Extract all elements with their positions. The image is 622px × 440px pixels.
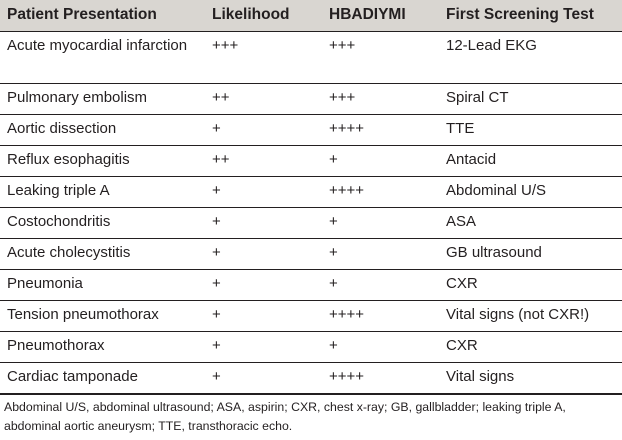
table-footnote: Abdominal U/S, abdominal ultrasound; ASA, aspirin; CXR, chest x-ray; GB, gallbladder; leaking triple A, abdominal aortic aneurysm; TTE, transthoracic echo. (4, 400, 566, 433)
cell-hbadiymi: + (322, 207, 439, 238)
table-row (0, 83, 622, 114)
cell-screening-test: Vital signs (439, 362, 622, 394)
table-row (0, 238, 622, 269)
table-row (0, 176, 622, 207)
cell-presentation: Acute cholecystitis (0, 238, 205, 269)
cell-hbadiymi: ++++ (322, 176, 439, 207)
table-row (0, 145, 622, 176)
cell-likelihood: + (205, 300, 322, 331)
cell-presentation: Pneumothorax (0, 331, 205, 362)
cell-presentation: Costochondritis (0, 207, 205, 238)
cell-hbadiymi: + (322, 145, 439, 176)
cell-hbadiymi: ++++ (322, 300, 439, 331)
cell-presentation: Reflux esophagitis (0, 145, 205, 176)
cell-screening-test: GB ultrasound (439, 238, 622, 269)
table-header-row (0, 0, 622, 31)
table-row (0, 269, 622, 300)
cell-likelihood: + (205, 269, 322, 300)
cell-likelihood: + (205, 362, 322, 394)
cell-likelihood: ++ (205, 145, 322, 176)
cell-screening-test: Vital signs (not CXR!) (439, 300, 622, 331)
cell-presentation: Pulmonary embolism (0, 83, 205, 114)
cell-likelihood: ++ (205, 83, 322, 114)
cell-presentation: Pneumonia (0, 269, 205, 300)
cell-screening-test: Spiral CT (439, 83, 622, 114)
cell-likelihood: + (205, 207, 322, 238)
cell-likelihood: + (205, 331, 322, 362)
cell-screening-test: 12-Lead EKG (439, 31, 622, 83)
cell-hbadiymi: + (322, 269, 439, 300)
table-row (0, 331, 622, 362)
cell-screening-test: Antacid (439, 145, 622, 176)
cell-presentation: Aortic dissection (0, 114, 205, 145)
header-patient-presentation: Patient Presentation (0, 0, 205, 31)
cell-screening-test: TTE (439, 114, 622, 145)
cell-likelihood: +++ (205, 31, 322, 83)
cell-likelihood: + (205, 114, 322, 145)
header-first-screening-test: First Screening Test (439, 0, 622, 31)
cell-hbadiymi: +++ (322, 31, 439, 83)
cell-hbadiymi: +++ (322, 83, 439, 114)
table-row (0, 207, 622, 238)
cell-screening-test: CXR (439, 269, 622, 300)
header-likelihood: Likelihood (205, 0, 322, 31)
table-row (0, 362, 622, 394)
cell-presentation: Leaking triple A (0, 176, 205, 207)
table-row (0, 31, 622, 83)
header-hbadiymi: HBADIYMI (322, 0, 439, 31)
cell-hbadiymi: ++++ (322, 362, 439, 394)
cell-likelihood: + (205, 238, 322, 269)
cell-presentation: Acute myocardial infarction (0, 31, 205, 83)
cell-presentation: Cardiac tamponade (0, 362, 205, 394)
table-row (0, 114, 622, 145)
cell-hbadiymi: + (322, 238, 439, 269)
cell-screening-test: ASA (439, 207, 622, 238)
cell-hbadiymi: ++++ (322, 114, 439, 145)
cell-hbadiymi: + (322, 331, 439, 362)
cell-screening-test: Abdominal U/S (439, 176, 622, 207)
table-row (0, 300, 622, 331)
cell-likelihood: + (205, 176, 322, 207)
cell-screening-test: CXR (439, 331, 622, 362)
cell-presentation: Tension pneumothorax (0, 300, 205, 331)
